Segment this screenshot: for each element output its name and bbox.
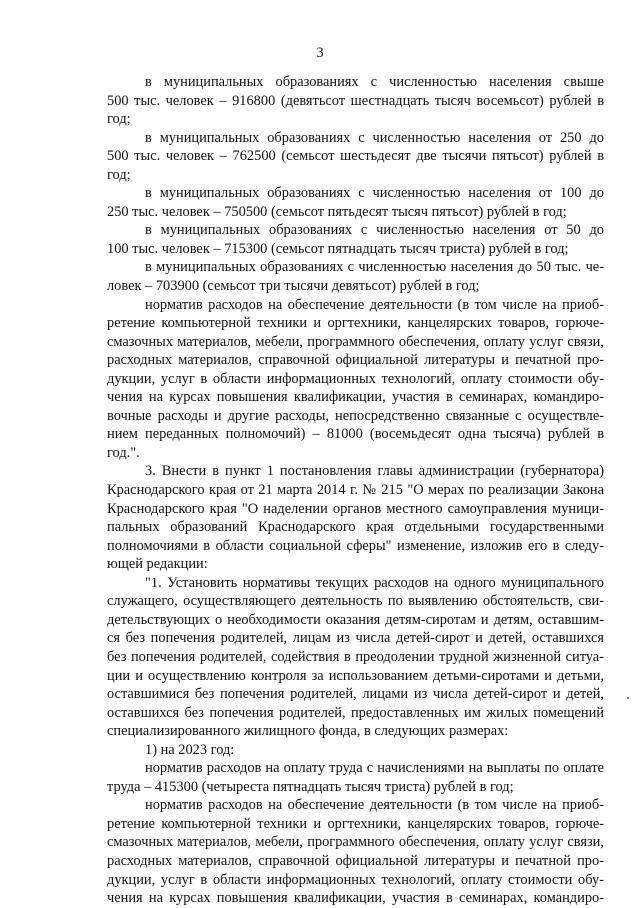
text-line: смазочных материалов, мебели, программного обеспечения, оплату услуг связи, [107, 834, 604, 851]
text-line: в муниципальных образованиях с численностью населения свыше [145, 74, 604, 90]
text-line: пальных образований Краснодарского края отдельными государственными [107, 519, 604, 536]
text-line: норматив расходов на обеспечение деятельности (в том числе на приоб- [145, 296, 604, 313]
text-line: "1. Установить нормативы текущих расходов на одного муниципального [145, 574, 604, 591]
text-line: норматив расходов на обеспечение деятельности (в том числе на приоб- [145, 797, 604, 814]
text-line: ретение компьютерной техники и оргтехники, канцелярских товаров, горюче- [107, 315, 604, 332]
text-line: специализированного жилищного фонда, в следующих размерах: [107, 723, 509, 740]
text-line: год.". [107, 444, 140, 461]
text-line: расходных материалов, справочной официальной литературы и печатной про- [107, 852, 604, 869]
text-line: смазочных материалов, мебели, программного обеспечения, оплату услуг связи, [107, 333, 604, 350]
text-line: ловек – 703900 (семьсот три тысячи девятьсот) рублей в год; [107, 278, 480, 295]
text-line: оставшимися без попечения родителей, лицами из числа детей-сирот и детей, [107, 686, 604, 703]
text-line: чения на курсах повышения квалификации, участия в семинарах, командиро- [107, 389, 604, 406]
text-line: труда – 415300 (четыреста пятнадцать тысяч триста) рублей в год; [107, 778, 514, 795]
text-line: 3. Внести в пункт 1 постановления главы администрации (губернатора) [145, 463, 604, 480]
text-line: ющей редакции: [107, 556, 208, 573]
text-line: дукции, услуг в области информационных технологий, оплату стоимости обу- [107, 370, 604, 387]
text-line: норматив расходов на оплату труда с начислениями на выплаты по оплате [145, 760, 604, 777]
text-line: 1) на 2023 год: [145, 741, 235, 758]
text-line: год; [107, 166, 131, 183]
text-line: в муниципальных образованиях с численностью населения от 250 до [145, 129, 604, 146]
text-line: ся без попечения родителей, лицам из числа детей-сирот и детей, оставшихся [107, 630, 604, 647]
text-line: Краснодарского края от 21 марта 2014 г. № 215 "О мерах по реализации Закона [107, 482, 604, 499]
text-line: 500 тыс. человек – 916800 (девятьсот шестнадцать тысяч восемьсот) рублей в [107, 92, 604, 109]
text-line: чения на курсах повышения квалификации, участия в семинарах, командиро- [107, 890, 604, 907]
text-line: 100 тыс. человек – 715300 (семьсот пятнадцать тысяч триста) рублей в год; [107, 240, 569, 257]
text-line: служащего, осуществляющего деятельность по выявлению обстоятельств, сви- [107, 593, 604, 610]
text-line: без попечения родителей, содействия в преодолении трудной жизненной ситуа- [107, 648, 604, 665]
text-line: детельствующих о необходимости оказания детям-сиротам и детям, оставшим- [107, 611, 604, 628]
text-line: год; [107, 111, 131, 128]
text-line: в муниципальных образованиях с численностью населения до 50 тыс. че- [145, 259, 604, 276]
text-line: нием переданных полномочий) – 81000 (восемьдесят одна тысяча) рублей в [107, 426, 604, 443]
document-body [107, 73, 604, 908]
text-line: ции и осуществлению контроля за использованием детьми-сиротами и детьми, [107, 667, 604, 684]
scan-dot [627, 697, 629, 699]
text-line: в муниципальных образованиях с численностью населения от 100 до [145, 185, 604, 202]
text-line: 250 тыс. человек – 750500 (семьсот пятьдесят тысяч пятьсот) рублей в год; [107, 203, 567, 220]
text-line: полномочиями в области социальной сферы" изменение, изложив его в следу- [107, 537, 604, 554]
text-line: 500 тыс. человек – 762500 (семьсот шестьдесят две тысячи пятьсот) рублей в [107, 148, 604, 165]
text-line: в муниципальных образованиях с численностью населения от 50 до [145, 222, 604, 239]
text-line: вочные расходы и другие расходы, непосредственно связанные с осуществле- [107, 407, 604, 424]
text-line: Краснодарского края "О наделении органов местного самоуправления муници- [107, 500, 604, 517]
text-line: дукции, услуг в области информационных технологий, оплату стоимости обу- [107, 871, 604, 888]
text-line: оставшихся без попечения родителей, предоставленных им жилых помещений [107, 704, 604, 721]
text-line: ретение компьютерной техники и оргтехники, канцелярских товаров, горюче- [107, 815, 604, 832]
text-line: расходных материалов, справочной официальной литературы и печатной про- [107, 352, 604, 369]
page-number: 3 [316, 45, 324, 61]
